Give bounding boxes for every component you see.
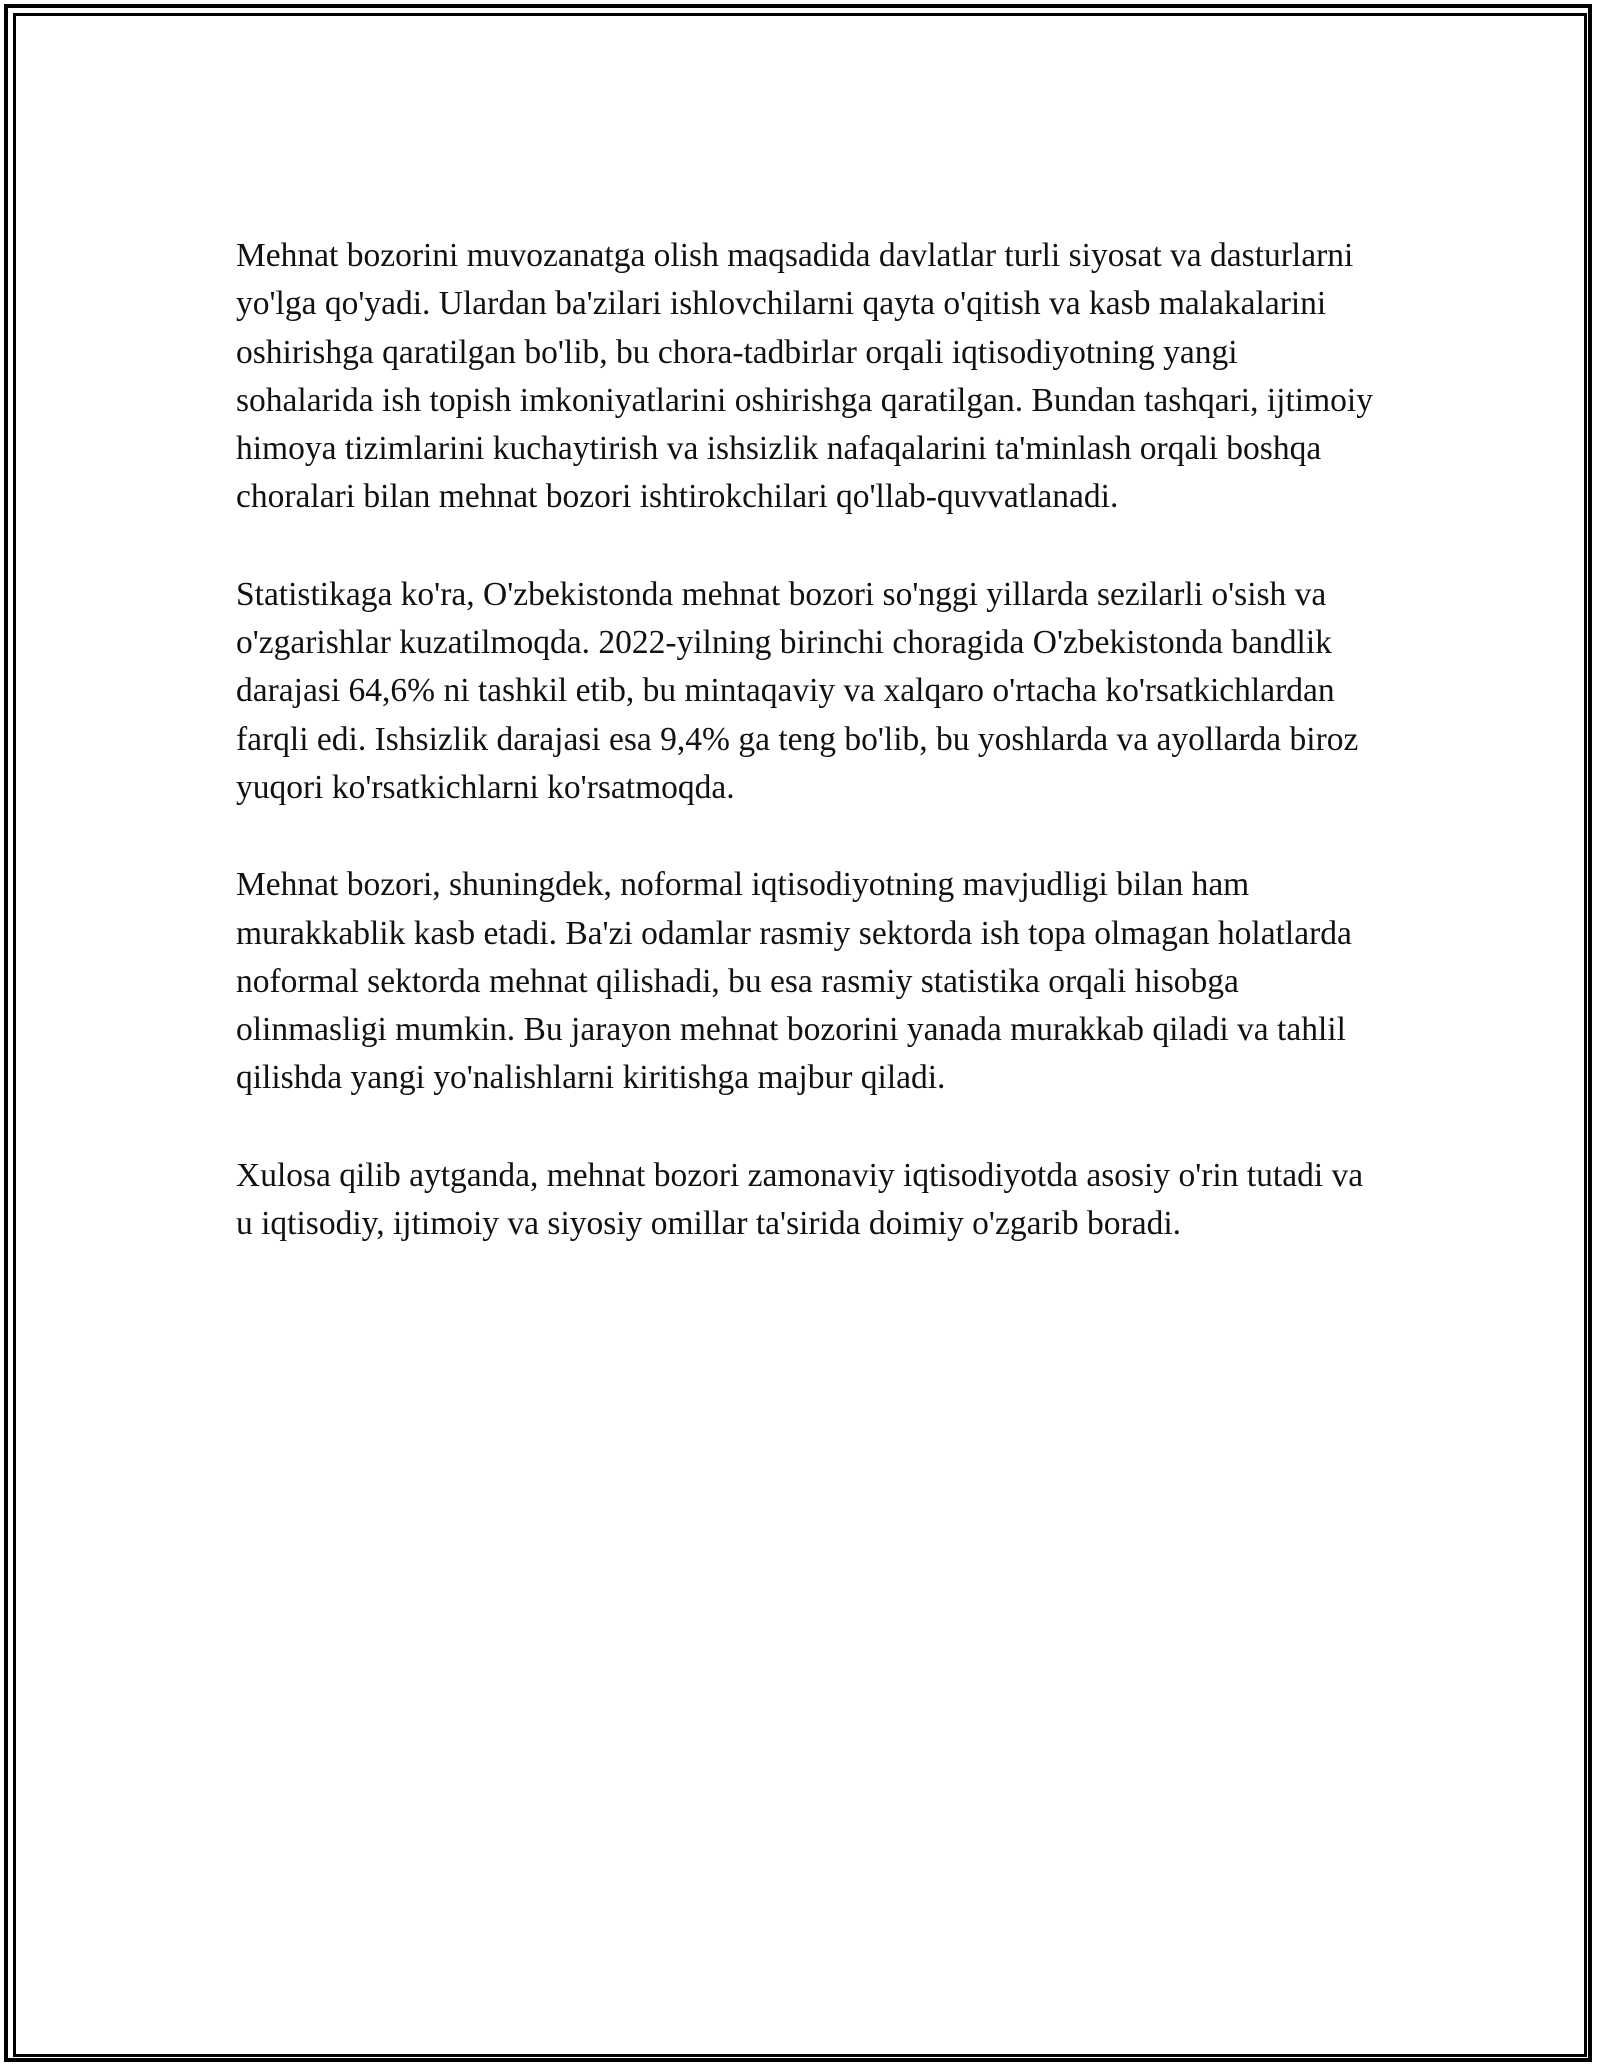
paragraph-3: Mehnat bozori, shuningdek, noformal iqtisodiyotning mavjudligi bilan ham murakkablik kasb etadi. Ba'zi odamlar rasmiy sektorda ish topa olmagan holatlarda noformal sektorda mehnat qilishadi, bu esa rasmiy statistika orqali hisobga olinmasligi mumkin. Bu jarayon mehnat bozorini yanada murakkab qiladi va tahlil qilishda yangi yo'nalishlarni kiritishga majbur qiladi.	[236, 866, 1352, 1097]
document-body	[236, 232, 1376, 1297]
paragraph-2: Statistikaga ko'ra, O'zbekistonda mehnat bozori so'nggi yillarda sezilarli o'sish va o'zgarishlar kuzatilmoqda. 2022-yilning birinchi choragida O'zbekistonda bandlik darajasi 64,6% ni tashkil etib, bu mintaqaviy va xalqaro o'rtacha ko'rsatkichlardan farqli edi. Ishsizlik darajasi esa 9,4% ga teng bo'lib, bu yoshlarda va ayollarda biroz yuqori ko'rsatkichlarni ko'rsatmoqda.	[236, 575, 1359, 806]
paragraph-1: Mehnat bozorini muvozanatga olish maqsadida davlatlar turli siyosat va dasturlarni yo'lga qo'yadi. Ulardan ba'zilari ishlovchilarni qayta o'qitish va kasb malakalarini oshirishga qaratilgan bo'lib, bu chora-tadbirlar orqali iqtisodiyotning yangi sohalarida ish topish imkoniyatlarini oshirishga qaratilgan. Bundan tashqari, ijtimoiy himoya tizimlarini kuchaytirish va ishsizlik nafaqalarini ta'minlash orqali boshqa choralari bilan mehnat bozori ishtirokchilari qo'llab-quvvatlanadi.	[236, 237, 1373, 516]
paragraph-4: Xulosa qilib aytganda, mehnat bozori zamonaviy iqtisodiyotda asosiy o'rin tutadi va u iqtisodiy, ijtimoiy va siyosiy omillar ta'sirida doimiy o'zgarib boradi.	[236, 1156, 1364, 1243]
